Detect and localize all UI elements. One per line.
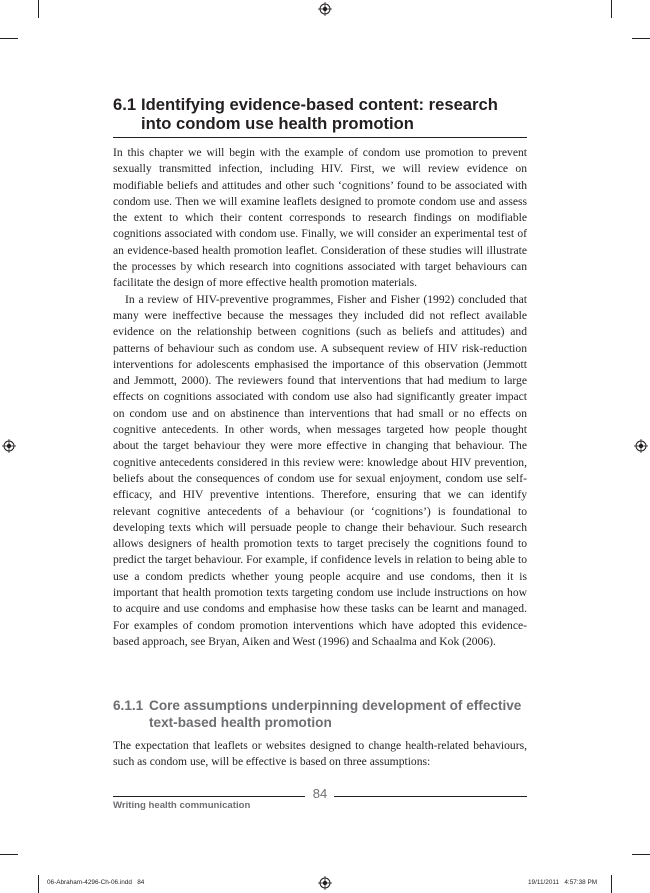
footer-rule-left	[113, 796, 305, 797]
crop-mark	[38, 875, 39, 893]
crop-mark	[0, 38, 18, 39]
slug-file-name: 06-Abraham-4296-Ch-06.indd	[47, 879, 132, 886]
title-divider	[113, 137, 527, 138]
subsection-title-line2: text-based health promotion	[149, 714, 332, 730]
registration-mark-icon	[2, 439, 16, 453]
section-title-line1: Identifying evidence-based content: research	[141, 95, 498, 114]
footer-rule-right	[334, 796, 527, 797]
crop-mark	[611, 0, 612, 18]
crop-mark	[632, 38, 650, 39]
main-body-text	[113, 145, 527, 650]
slug-page: 84	[137, 879, 145, 886]
subsection-number: 6.1.1	[113, 698, 144, 713]
page-number: 84	[312, 786, 328, 801]
paragraph-review: In a review of HIV-preventive programmes, Fisher and Fisher (1992) concluded that many were ineffective because the messages they included did not reflect available evidence on the relationship between cognitions (such as beliefs and attitudes) and patterns of behaviour such as condom use. A subsequent review of HIV risk-reduction interventions for adolescents emphasised the importance of this observation (Jemmott and Jemmott, 2000). The reviewers found that interventions that had medium to large effects on cognitions associated with condom use also had significantly greater impact on condom use and on abstinence than interventions that had small or no effects on cognitive antecedents. In other words, when messages targeted how people thought about the target behaviour they were more effective in changing that behaviour. The cognitive antecedents considered in this review were: knowledge about HIV prevention, beliefs about the consequences of condom use for sexual enjoyment, condom use self-efficacy, and HIV preventive intentions. Therefore, ensuring that we can identify relevant cognitive antecedents of a behaviour (or ‘cognitions’) is foundational to developing texts which will persuade people to change their behaviour. Such research allows designers of health promotion texts to target precisely the cognitions found to predict the target behaviour. For example, if confidence levels in relation to being able to use a condom predicts whether young people acquire and use condoms, then it is important that health promotion texts targeting condom use include instructions on how to acquire and use condoms and emphasise how these tasks can be learnt and managed. For examples of condom promotion interventions which have adopted this evidence-based approach, see Bryan, Aiken and West (1996) and Schaalma and Kok (2006).	[113, 292, 527, 648]
running-footer-title: Writing health communication	[113, 800, 251, 811]
registration-mark-icon	[318, 876, 332, 890]
crop-mark	[38, 0, 39, 18]
slug-time: 4:57:38 PM	[564, 879, 598, 886]
registration-mark-icon	[318, 2, 332, 16]
slug-date: 19/11/2011	[528, 879, 560, 886]
slug-file	[47, 879, 144, 886]
crop-mark	[611, 875, 612, 893]
section-title-line2: into condom use health promotion	[141, 114, 414, 133]
crop-mark	[632, 854, 650, 855]
subsection-title	[113, 698, 527, 731]
slug-timestamp	[528, 879, 597, 886]
section-number: 6.1	[113, 95, 137, 114]
paragraph-intro: In this chapter we will begin with the example of condom use promotion to prevent sexually transmitted infection, including HIV. First, we will review evidence on modifiable beliefs and attitudes and other such ‘cognitions’ found to be associated with condom use. Then we will examine leaflets designed to promote condom use and assess the extent to which their content corresponds to research findings on modifiable cognitions associated with condom use. Finally, we will consider an experimental test of an evidence-based health promotion leaflet. Consideration of these studies will illustrate the processes by which research into cognitions associated with target behaviours can facilitate the design of more effective health promotion materials.	[113, 146, 527, 290]
crop-mark	[0, 854, 18, 855]
section-title	[113, 95, 527, 133]
registration-mark-icon	[634, 439, 648, 453]
subsection-title-line1: Core assumptions underpinning development of effective	[149, 698, 522, 713]
subsection-body-text	[113, 738, 527, 771]
paragraph-assumptions: The expectation that leaflets or websites designed to change health-related behaviours, such as condom use, will be effective is based on three assumptions:	[113, 739, 527, 769]
